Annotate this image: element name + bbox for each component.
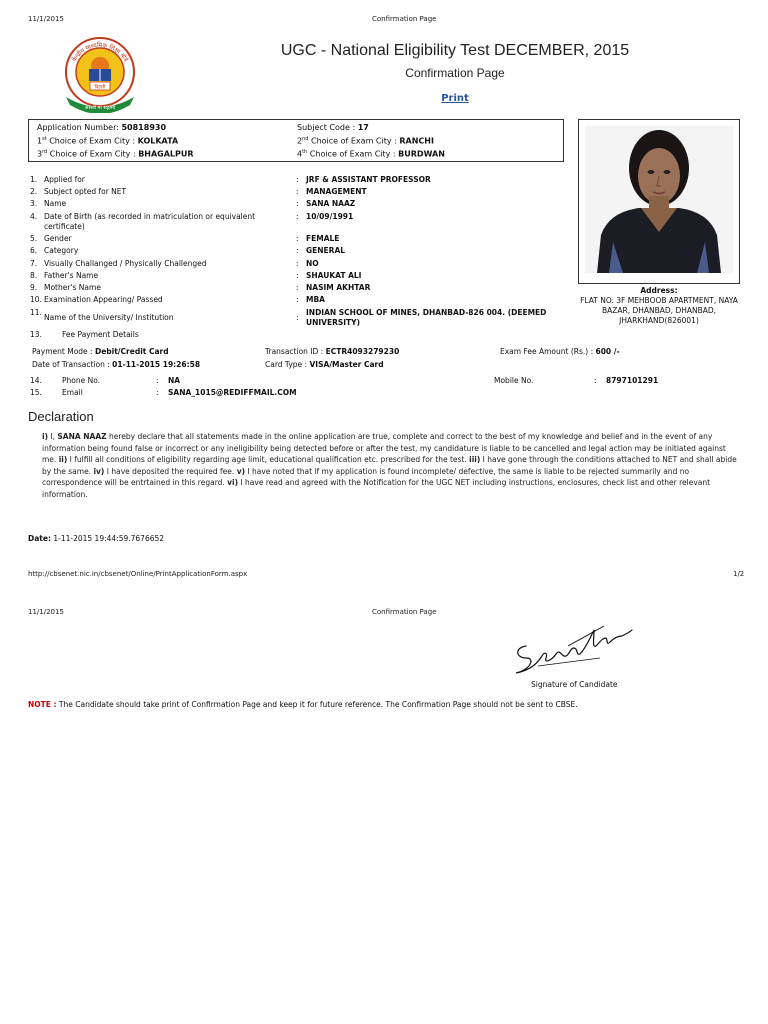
exam-city-choice-3: 3rd Choice of Exam City : BHAGALPUR (37, 149, 194, 159)
declaration-text: i) I, SANA NAAZ hereby declare that all statements made in the online application are true, complete and correct to the best of my knowledge and belief and in the event of any information being found false or incorrect or any ineligibility being detected before or after the test, my candidature is liable to be cancelled and legal action may be initiated against me. ii) I fulfill all conditions of eligibility regarding age limit, educational qualification etc. prescribed for the test. iii) I have gone through the conditions attached to NET and shall abide by the same. iv) I have deposited the required fee. v) I have noted that if my application is found incomplete/ defective, the same is liable to be rejected summarily and no correspondence will be entrtained in this regard. vi) I have read and agreed with the Notification for the UGC NET including instructions, enclosures, check list and other relevant information. (42, 432, 737, 499)
print-link[interactable]: Print (441, 93, 469, 104)
declaration-date: Date: 1-11-2015 19:44:59.7676652 (28, 534, 165, 543)
address-block (578, 286, 740, 326)
exam-fee: Exam Fee Amount (Rs.) : 600 /- (500, 347, 620, 356)
note-label: NOTE : (28, 700, 57, 709)
signature-label: Signature of Candidate (531, 680, 618, 689)
phone-num: 14. (30, 376, 42, 385)
fee-num: 13. (30, 330, 42, 339)
page-subtitle: Confirmation Page (405, 66, 505, 80)
mobile-label: Mobile No. (494, 376, 534, 385)
application-number: Application Number: 50818930 (37, 123, 167, 132)
mobile-value: 8797101291 (606, 376, 659, 385)
email-num: 15. (30, 388, 42, 397)
page2-header-date: 11/1/2015 (28, 608, 64, 616)
application-box (28, 119, 564, 162)
transaction-id: Transaction ID : ECTR4093279230 (265, 347, 400, 356)
email-value: SANA_1015@REDIFFMAIL.COM (168, 388, 297, 397)
logo-city-text: दिल्ली (94, 84, 106, 91)
page2-header-title: Confirmation Page (372, 608, 437, 616)
exam-city-choice-1: 1st Choice of Exam City : KOLKATA (37, 136, 179, 146)
fee-section-label: Fee Payment Details (62, 330, 139, 339)
detail-row-dob: 4. Date of Birth (as recorded in matriculation or equivalent certificate) : 10/09/1991 (30, 212, 354, 231)
header-title: Confirmation Page (372, 15, 437, 23)
payment-mode: Payment Mode : Debit/Credit Card (32, 347, 169, 356)
candidate-photo (578, 119, 740, 284)
phone-value: NA (168, 376, 181, 385)
address-text: FLAT NO. 3F MEHBOOB APARTMENT, NAYA BAZAR, DHANBAD, DHANBAD, JHARKHAND(826001) (580, 296, 738, 325)
exam-city-choice-4: 4th Choice of Exam City : BURDWAN (297, 149, 445, 159)
card-type: Card Type : VISA/Master Card (265, 360, 384, 369)
mobile-colon: : (594, 376, 597, 385)
subject-code: Subject Code : 17 (297, 123, 369, 132)
header-date: 11/1/2015 (28, 15, 64, 23)
email-label: Email (62, 388, 83, 397)
email-colon: : (156, 388, 159, 397)
logo-top-text: केन्द्रीय माध्यमिक शिक्षा बोर्ड (70, 41, 130, 64)
exam-city-choice-2: 2nd Choice of Exam City : RANCHI (297, 136, 434, 146)
note-text: NOTE : The Candidate should take print of Confirmation Page and keep it for future reference. The Confirmation Page should not be sent to CBSE. (28, 700, 578, 709)
logo-motto-text: असतो मा सद्गमय (84, 105, 116, 111)
page-title: UGC - National Eligibility Test DECEMBER, 2015 (280, 42, 630, 59)
footer-url: http://cbsenet.nic.in/cbsenet/Online/PrintApplicationForm.aspx (28, 570, 248, 578)
candidate-signature (508, 618, 638, 680)
address-label: Address: (640, 286, 678, 295)
declaration-title: Declaration (28, 409, 94, 424)
footer-page-number: 1/2 (733, 570, 745, 578)
phone-label: Phone No. (62, 376, 101, 385)
detail-row-university: 11. Name of the University/ Institution : INDIAN SCHOOL OF MINES, DHANBAD-826 004. (DEEMED UNIVERSITY) (30, 308, 547, 327)
phone-colon: : (156, 376, 159, 385)
transaction-date: Date of Transaction : 01-11-2015 19:26:58 (32, 360, 201, 369)
cbse-logo (60, 35, 140, 113)
